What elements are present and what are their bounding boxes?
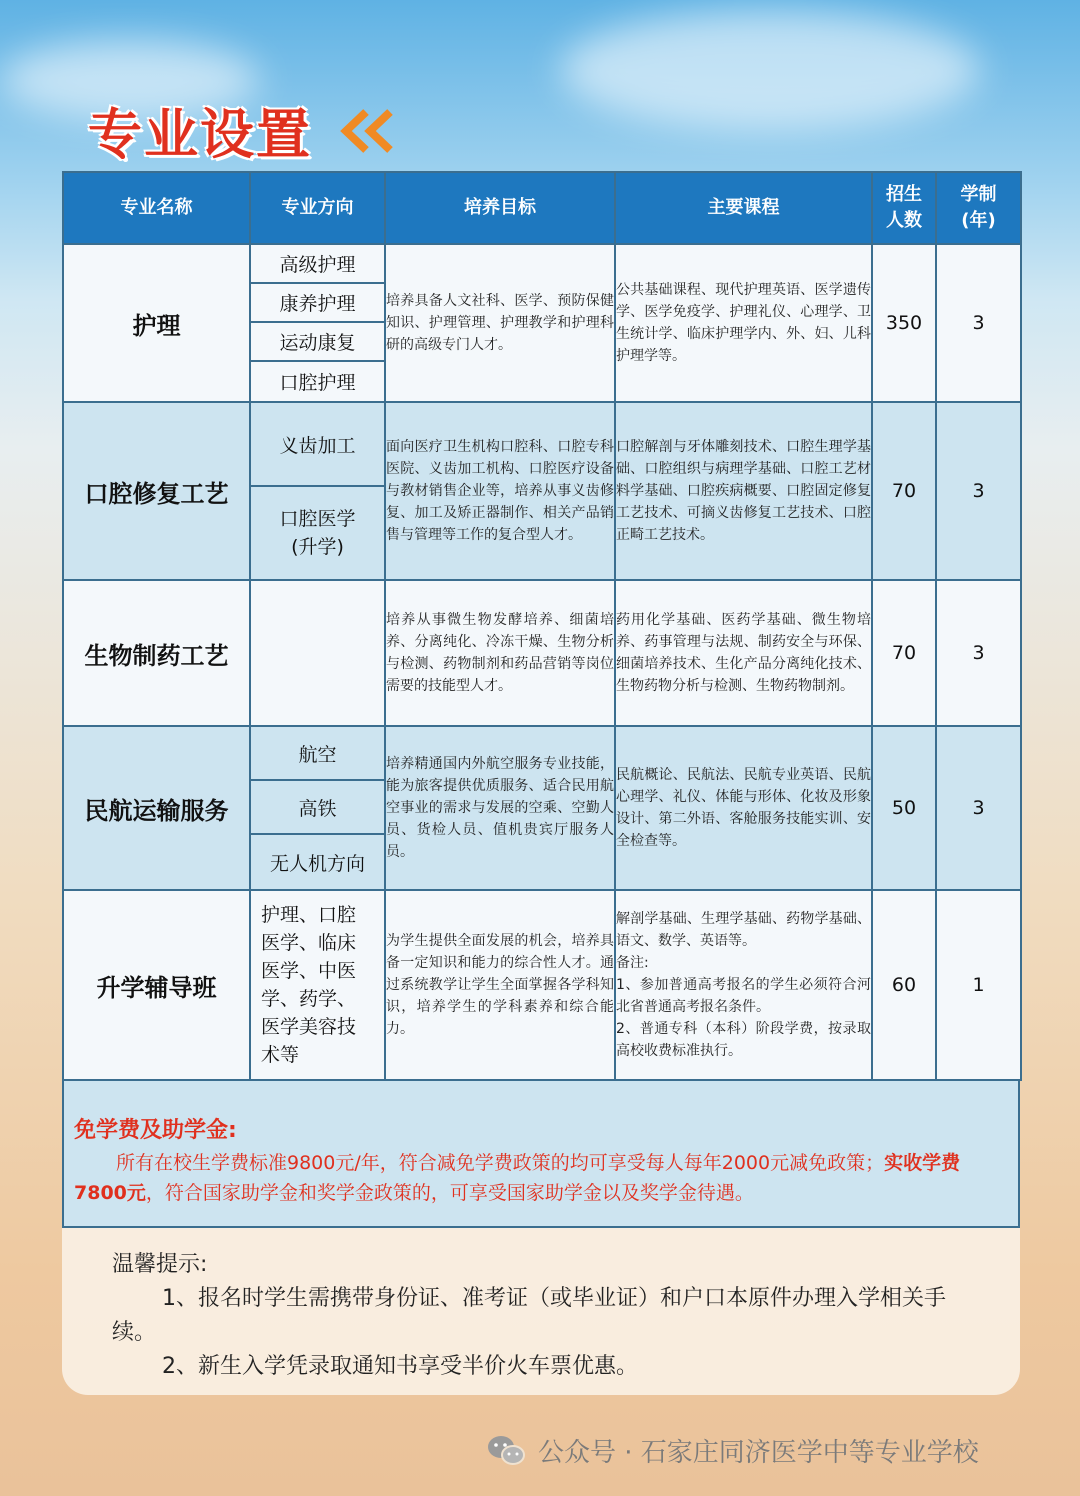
courses-text: 解剖学基础、生理学基础、药物学基础、语文、数学、英语等。 备注: 1、参加普通高考报名的学生必须符合河北省普通高考报名条件。 2、普通专科（本科）阶段学费，按录取高校收费标准执行。 bbox=[615, 890, 872, 1080]
direction-item: 高级护理 bbox=[251, 245, 384, 284]
years-count: 3 bbox=[936, 726, 1021, 890]
majors-table bbox=[62, 171, 1022, 1081]
direction-cell bbox=[250, 726, 385, 890]
courses-text: 民航概论、民航法、民航专业英语、民航心理学、礼仪、体能与形体、化妆及形象设计、第二外语、客舱服务技能实训、安全检查等。 bbox=[615, 726, 872, 890]
table-row bbox=[63, 726, 1021, 890]
header-courses: 主要课程 bbox=[615, 172, 872, 244]
enroll-count: 350 bbox=[872, 244, 936, 402]
direction-cell bbox=[250, 890, 385, 1080]
courses-text: 药用化学基础、医药学基础、微生物培养、药事管理与法规、制药安全与环保、细菌培养技术、生化产品分离纯化技术、生物药物分析与检测、生物药物制剂。 bbox=[615, 580, 872, 726]
header-goal: 培养目标 bbox=[385, 172, 615, 244]
table-row bbox=[63, 580, 1021, 726]
table-row bbox=[63, 244, 1021, 402]
years-count: 3 bbox=[936, 580, 1021, 726]
enroll-count: 60 bbox=[872, 890, 936, 1080]
tips-section bbox=[62, 1228, 1020, 1395]
fee-text: 所有在校生学费标准9800元/年，符合减免学费政策的均可享受每人每年2000元减免政策；实收学费7800元，符合国家助学金和奖学金政策的，可享受国家助学金以及奖学金待遇。 bbox=[74, 1152, 961, 1204]
major-name: 民航运输服务 bbox=[63, 726, 250, 890]
table-row bbox=[63, 890, 1021, 1080]
goal-text: 培养精通国内外航空服务专业技能，能为旅客提供优质服务、适合民用航空事业的需求与发展的空乘、空勤人员、货检人员、值机贵宾厅服务人员。 bbox=[385, 726, 615, 890]
direction-cell bbox=[250, 402, 385, 580]
double-chevron-left-icon bbox=[338, 108, 398, 154]
footer-watermark bbox=[486, 1432, 979, 1469]
table-header-row bbox=[63, 172, 1021, 244]
goal-text: 为学生提供全面发展的机会，培养具备一定知识和能力的综合性人才。通过系统教学让学生全面掌握各学科知识，培养学生的学科素养和综合能力。 bbox=[385, 890, 615, 1080]
major-name: 生物制药工艺 bbox=[63, 580, 250, 726]
goal-text: 面向医疗卫生机构口腔科、口腔专科医院、义齿加工机构、口腔医疗设备与教材销售企业等，培养从事义齿修复、加工及矫正器制作、相关产品销售与管理等工作的复合型人才。 bbox=[385, 402, 615, 580]
header-direction: 专业方向 bbox=[250, 172, 385, 244]
direction-cell bbox=[250, 244, 385, 402]
direction-item: 口腔医学 (升学) bbox=[279, 508, 356, 558]
goal-text: 培养从事微生物发酵培养、细菌培养、分离纯化、冷冻干燥、生物分析与检测、药物制剂和药品营销等岗位需要的技能型人才。 bbox=[385, 580, 615, 726]
direction-item: 康养护理 bbox=[251, 284, 384, 323]
courses-text: 公共基础课程、现代护理英语、医学遗传学、医学免疫学、护理礼仪、心理学、卫生统计学、临床护理学内、外、妇、儿科护理学等。 bbox=[615, 244, 872, 402]
enroll-count: 50 bbox=[872, 726, 936, 890]
tips-title: 温馨提示: bbox=[112, 1252, 208, 1277]
direction-item: 航空 bbox=[251, 727, 384, 781]
years-count: 1 bbox=[936, 890, 1021, 1080]
major-name: 护理 bbox=[63, 244, 250, 402]
page-title: 专业设置 bbox=[88, 103, 312, 166]
years-count: 3 bbox=[936, 402, 1021, 580]
enroll-count: 70 bbox=[872, 402, 936, 580]
direction-item: 运动康复 bbox=[251, 323, 384, 362]
fee-section bbox=[62, 1081, 1020, 1228]
header-name: 专业名称 bbox=[63, 172, 250, 244]
header-years: 学制 (年) bbox=[936, 172, 1021, 244]
header-enroll: 招生 人数 bbox=[872, 172, 936, 244]
goal-text: 培养具备人文社科、医学、预防保健知识、护理管理、护理教学和护理科研的高级专门人才。 bbox=[385, 244, 615, 402]
courses-text: 口腔解剖与牙体雕刻技术、口腔生理学基础、口腔组织与病理学基础、口腔工艺材料学基础、口腔疾病概要、口腔固定修复工艺技术、可摘义齿修复工艺技术、口腔正畸工艺技术。 bbox=[615, 402, 872, 580]
major-name: 升学辅导班 bbox=[63, 890, 250, 1080]
direction-item: 口腔护理 bbox=[279, 372, 356, 394]
fee-title: 免学费及助学金: bbox=[74, 1118, 237, 1143]
tips-item: 1、报名时学生需携带身份证、准考证（或毕业证）和户口本原件办理入学相关手续。 bbox=[112, 1286, 946, 1345]
direction-item: 高铁 bbox=[251, 781, 384, 835]
fee-highlight: 实收学费7800元 bbox=[74, 1152, 961, 1204]
wechat-icon bbox=[486, 1434, 526, 1468]
direction-cell-empty bbox=[250, 580, 385, 726]
direction-item: 义齿加工 bbox=[251, 403, 384, 487]
tips-item: 2、新生入学凭录取通知书享受半价火车票优惠。 bbox=[162, 1354, 638, 1379]
footer-text: 公众号 · 石家庄同济医学中等专业学校 bbox=[538, 1438, 979, 1468]
years-count: 3 bbox=[936, 244, 1021, 402]
enroll-count: 70 bbox=[872, 580, 936, 726]
direction-text: 护理、口腔医学、临床医学、中医学、药学、医学美容技术等 bbox=[261, 904, 357, 1066]
direction-item: 无人机方向 bbox=[269, 852, 365, 875]
major-name: 口腔修复工艺 bbox=[63, 402, 250, 580]
table-row bbox=[63, 402, 1021, 580]
